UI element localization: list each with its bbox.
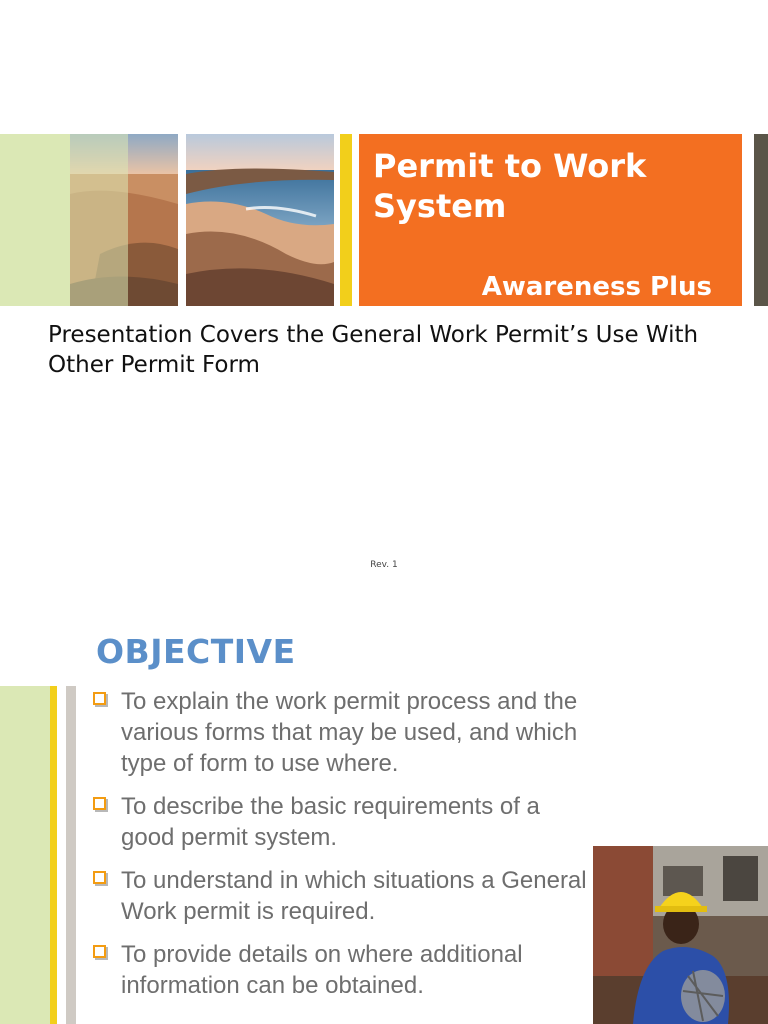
objective-text: To provide details on where additional information can be obtained. — [121, 941, 523, 999]
objective-slide — [0, 600, 768, 1024]
checkbox-bullet-icon — [93, 692, 106, 705]
dark-accent-bar — [754, 134, 768, 306]
grey-accent-bar — [66, 686, 76, 1024]
slide-description: Presentation Covers the General Work Permit’s Use With Other Permit Form — [48, 322, 699, 378]
checkbox-bullet-icon — [93, 871, 106, 884]
yellow-accent-bar — [340, 134, 352, 306]
checkbox-bullet-icon — [93, 945, 106, 958]
checkbox-bullet-icon — [93, 797, 106, 810]
worker-photo — [593, 846, 768, 1024]
objective-list — [90, 686, 590, 1013]
yellow-accent-bar — [50, 686, 57, 1024]
coastline-photo — [70, 134, 178, 306]
objective-item — [90, 865, 590, 927]
title-box — [359, 134, 742, 306]
slide-title: Permit to Work System — [373, 147, 647, 225]
beach-photo — [186, 134, 334, 306]
objective-text: To understand in which situations a General Work permit is required. — [121, 867, 587, 925]
slide-subtitle: Awareness Plus — [481, 272, 712, 302]
revision-label: Rev. 1 — [370, 560, 398, 570]
objective-text: To describe the basic requirements of a good permit system. — [121, 793, 540, 851]
objective-item — [90, 791, 590, 853]
objective-item — [90, 939, 590, 1001]
objective-text: To explain the work permit process and the various forms that may be used, and which type of form to use where. — [121, 688, 578, 777]
objective-heading: OBJECTIVE — [96, 632, 296, 671]
green-accent-block — [0, 134, 70, 306]
objective-item — [90, 686, 590, 779]
green-accent-block — [0, 686, 50, 1024]
